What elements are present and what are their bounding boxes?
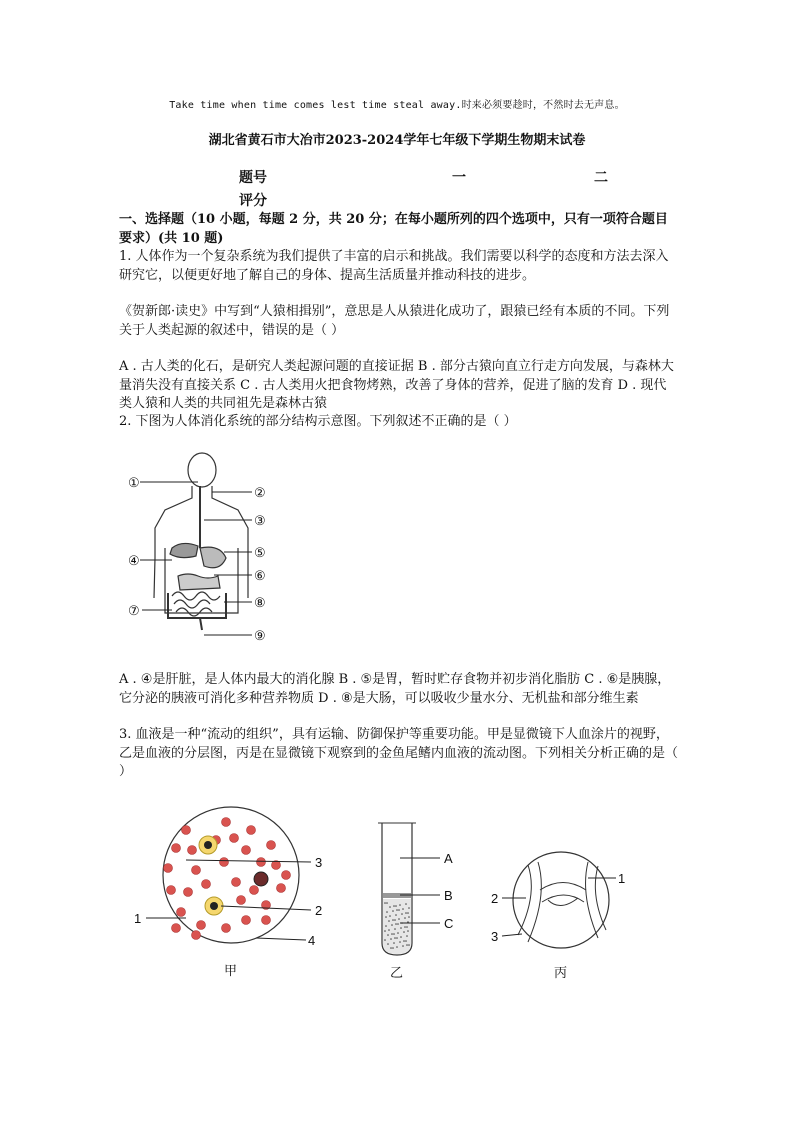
red-blood-cell [257,858,266,867]
sediment-dot [406,926,408,928]
smear-label-2: 2 [315,903,323,918]
red-blood-cell [242,846,251,855]
q1-options: A . 古人类的化石，是研究人类起源问题的直接证据 B . 部分古猿向直立行走方向发展，与森林大量消失没有直接关系 C . 古人类用火把食物烤熟，改善了身体的营养，促进了脑的发育 D . 现代类人猿和人类的共同祖先是森林古猿 [119,359,674,411]
digestive-label-1: ① [128,475,140,490]
smear-label-1: 1 [134,911,142,926]
sediment-dot [384,930,386,932]
sediment-dot [393,933,395,935]
score-table-col2: 二 [594,170,608,186]
sediment-dot [397,932,399,934]
caption-yi: 乙 [390,965,404,980]
sediment-dot [384,939,386,941]
sediment-dot [385,916,387,918]
sediment-dot [405,912,407,914]
sediment-dot [401,913,403,915]
page-header-quote: Take time when time comes lest time steal away.时来必须要趁时，不然时去无声息。 [169,100,625,111]
red-blood-cell [172,924,181,933]
red-blood-cell [237,896,246,905]
sediment-dot [400,936,402,938]
red-blood-cell [177,908,186,917]
sediment-dot [402,945,404,947]
tube-label-c: C [444,916,454,931]
digestive-label-4: ④ [128,553,140,568]
score-table-col1: 一 [452,170,466,186]
digestive-label-5: ⑤ [254,545,266,560]
sediment-dot [394,928,396,930]
sediment-dot [395,914,397,916]
sediment-dot [404,926,406,928]
digestive-label-6: ⑥ [254,568,266,583]
red-blood-cell [188,846,197,855]
sediment-dot [395,923,397,925]
red-blood-cell [197,921,206,930]
sediment-dot [388,929,390,931]
sediment-dot [391,933,393,935]
sediment-dot [390,938,392,940]
sediment-dot [393,905,395,907]
flow-label-1: 1 [618,871,626,886]
red-blood-cell [172,844,181,853]
sediment-dot [389,906,391,908]
red-blood-cell [192,866,201,875]
sediment-dot [406,944,408,946]
stomach [200,547,226,568]
sediment-dot [400,927,402,929]
sediment-dot [392,910,394,912]
sediment-dot [396,937,398,939]
test-tube-figure [370,815,470,985]
red-blood-cell [277,884,286,893]
sediment-dot [384,902,386,904]
digestive-label-3: ③ [254,513,266,528]
sediment-dot [394,937,396,939]
sediment-dot [408,944,410,946]
exam-title: 湖北省黄石市大冶市2023-2024学年七年级下学期生物期末试卷 [208,133,586,148]
sediment-dot [395,905,397,907]
sediment-dot [388,920,390,922]
red-blood-cell [250,886,259,895]
sediment-dot [403,931,405,933]
red-blood-cell [282,871,291,880]
smear-label-3: 3 [315,855,323,870]
digestive-system-figure [120,448,280,648]
microscope-field-bing [513,852,609,948]
red-blood-cell [164,864,173,873]
tube-label-b: B [444,888,453,903]
sediment-dot [398,909,400,911]
red-blood-cell [167,886,176,895]
red-blood-cell [262,916,271,925]
sediment-dot [396,946,398,948]
red-blood-cell [182,826,191,835]
sediment-dot [397,923,399,925]
red-blood-cell [184,888,193,897]
red-blood-cell [220,858,229,867]
sediment-dot [387,943,389,945]
digestive-label-9: ⑨ [254,628,266,643]
sediment-dot [391,924,393,926]
sediment-dot [392,947,394,949]
digestive-label-7: ⑦ [128,603,140,618]
caption-bing: 丙 [554,965,568,980]
sediment-dot [408,907,410,909]
sediment-dot [398,918,400,920]
q3-stem: 3. 血液是一种“流动的组织”，具有运输、防御保护等重要功能。甲是显微镜下人血涂片的视野，乙是血液的分层图，丙是在显微镜下观察到的金鱼尾鳍内血液的流动图。下列相关分析正确的是（ ） [119,727,679,779]
white-blood-cell-3 [254,872,268,886]
smear-label-4: 4 [308,933,316,948]
q2-stem: 2. 下图为人体消化系统的部分结构示意图。下列叙述不正确的是（ ） [119,414,517,429]
pancreas [178,574,220,590]
sediment-dot [405,903,407,905]
red-blood-cell [242,916,251,925]
caption-jia: 甲 [224,963,238,978]
q2-options: A . ④是肝脏，是人体内最大的消化腺 B . ⑤是胃，暂时贮存食物并初步消化脂肪 C . ⑥是胰腺，它分泌的胰液可消化多种营养物质 D . ⑧是大肠，可以吸收少量水分、无机盐和部分维生素 [119,672,671,706]
digestive-label-8: ⑧ [254,595,266,610]
red-blood-cell [267,841,276,850]
sediment-dot [386,911,388,913]
red-blood-cell [230,834,239,843]
flow-label-3: 3 [491,929,499,944]
sediment-dot [407,912,409,914]
sediment-dot [392,919,394,921]
red-blood-cell [202,880,211,889]
sediment-dot [385,925,387,927]
score-table-row1-label: 题号 [239,170,267,186]
sediment-dot [399,904,401,906]
sediment-dot [403,940,405,942]
sediment-dot [399,941,401,943]
sediment-dot [389,915,391,917]
q1-stem: 《贺新郎·读史》中写到“人猿相揖别”，意思是人从猿进化成功了，跟猿已经有本质的不同。下列关于人类起源的叙述中，错误的是（ ） [119,304,670,338]
flow-label-2: 2 [491,891,499,906]
sediment-dot [393,942,395,944]
sediment-dot [396,909,398,911]
sediment-dot [386,902,388,904]
section-heading: 一、选择题（10 小题，每题 2 分，共 20 分；在每小题所列的四个选项中，只有一项符合题目要求）(共 10 题) [119,212,668,246]
red-blood-cell [247,826,256,835]
red-blood-cell [222,924,231,933]
tube-label-a: A [444,851,453,866]
sediment-dot [407,930,409,932]
sediment-dot [406,935,408,937]
red-blood-cell [232,878,241,887]
red-blood-cell [192,931,201,940]
liver [170,543,198,557]
red-blood-cell [222,818,231,827]
goldfish-tail-figure [488,850,638,985]
rectum [200,618,202,630]
score-table-row2-label: 评分 [239,193,267,209]
sediment-dot [390,947,392,949]
digestive-label-2: ② [254,485,266,500]
sediment-dot [387,934,389,936]
sediment-dot [408,916,410,918]
sediment-dot [405,940,407,942]
blood-smear-figure [126,800,336,985]
q1-intro: 1. 人体作为一个复杂系统为我们提供了丰富的启示和挑战。我们需要以科学的态度和方法去深入研究它，以便更好地了解自己的身体、提高生活质量并推动科技的进步。 [119,249,669,283]
sediment-dot [404,917,406,919]
sediment-dot [402,908,404,910]
sediment-dot [394,919,396,921]
